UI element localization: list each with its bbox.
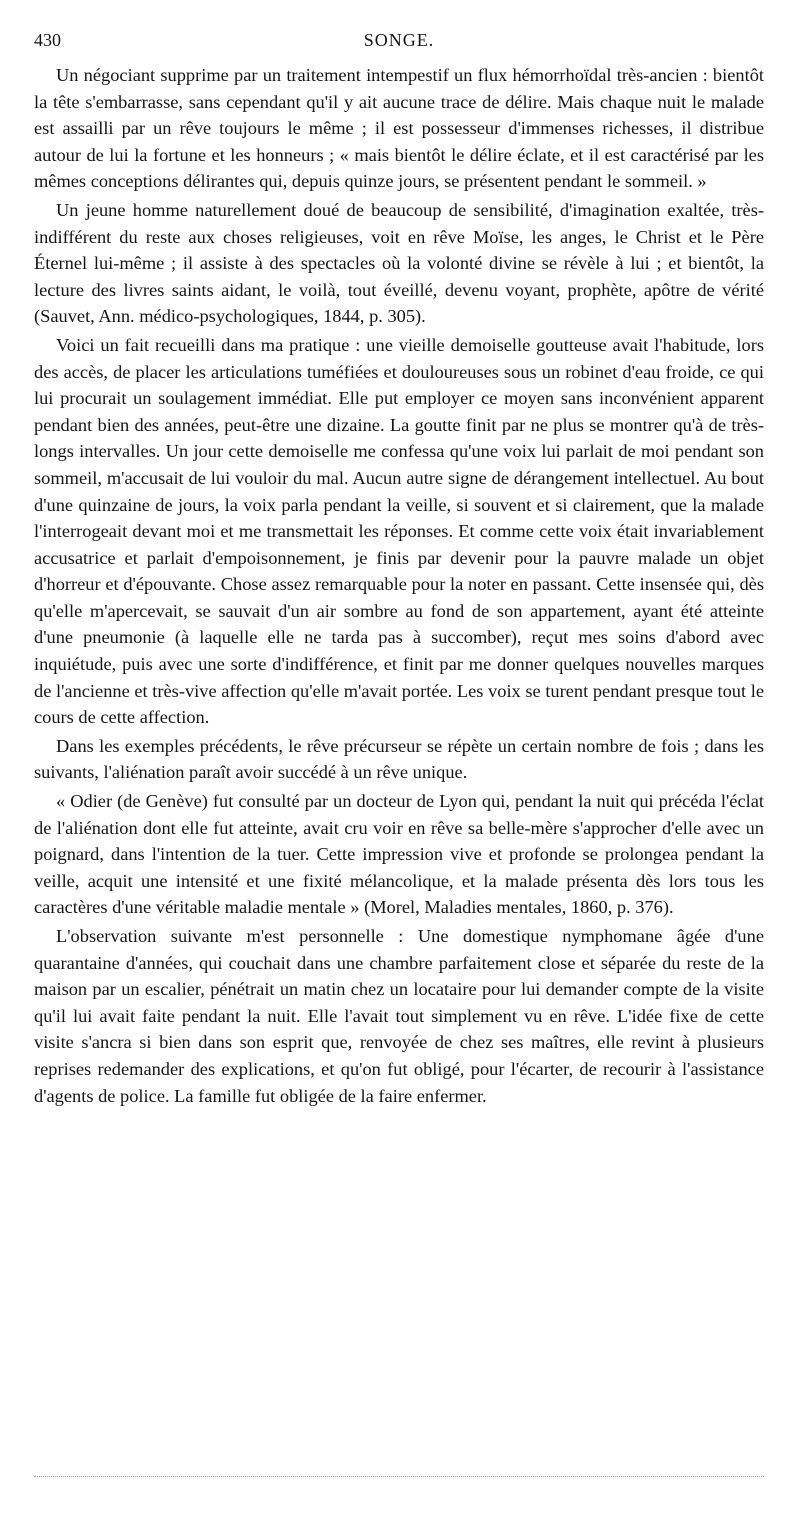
paragraph-jeune-homme: Un jeune homme naturellement doué de beaucoup de sensibilité, d'imagination exaltée, très-indifférent du reste aux choses religieuses, voit en rêve Moïse, les anges, le Christ et le Père Éternel lui-même ; il assiste à des spectacles où la volonté divine se révèle à lui ; et bientôt, la lecture des livres saints aidant, le voilà, tout éveillé, devenu voyant, prophète, apôtre de vérité (Sauvet, Ann. médico-psychologiques, 1844, p. 305). (34, 199, 764, 327)
paragraph-observation: L'observation suivante m'est personnelle : Une domestique nymphomane âgée d'une quarantaine d'années, qui couchait dans une chambre parfaitement close et séparée du reste de la maison par un escalier, pénétrait un matin chez un locataire pour lui demander compte de la visite qu'il lui avait faite pendant la nuit. Elle l'avait tout simplement vu en rêve. L'idée fixe de cette visite s'ancra si bien dans son esprit que, renvoyée de chez ses maîtres, elle revint à plusieurs reprises redemander des explications, et qu'on fut obligé, pour l'écarter, de recourir à l'assistance d'agents de police. La famille fut obligée de la faire enfermer. (34, 926, 764, 1106)
paragraph-vieille-demoiselle: Voici un fait recueilli dans ma pratique : une vieille demoiselle goutteuse avait l'habitude, lors des accès, de placer les articulations tuméfiées et douloureuses sous un robinet d'eau froide, ce qui lui procurait un soulagement immédiat. Elle put employer ce moyen sans inconvénient apparent pendant bien des années, peut-être une dizaine. La goutte finit par ne plus se montrer qu'à de très-longs intervalles. Un jour cette demoiselle me confessa qu'une voix lui parlait de moi pendant son sommeil, m'accusait de lui vouloir du mal. Aucun autre signe de dérangement intellectuel. Au bout d'une quinzaine de jours, la voix parla pendant la veille, si souvent et si clairement, que la malade l'interrogeait devant moi et me transmettait les réponses. Et comme cette voix était invariablement accusatrice et parlait d'empoisonnement, je finis par devenir pour la pauvre malade un objet d'horreur et d'épouvante. Chose assez remarquable pour la noter en passant. Cette insensée qui, dès qu'elle m'apercevait, se sauvait d'un air sombre au fond de son appartement, ayant été atteinte d'une pneumonie (à laquelle elle ne tarda pas à succomber), reçut mes soins d'abord avec inquiétude, puis avec une sorte d'indifférence, et finit par me donner quelques nouvelles marques de l'ancienne et très-vive affection qu'elle m'avait portée. Les voix se turent pendant presque tout le cours de cette affection. (34, 334, 764, 728)
paragraph-exemples: Dans les exemples précédents, le rêve précurseur se répète un certain nombre de fois ; dans les suivants, l'aliénation paraît avoir succédé à un rêve unique. (34, 735, 764, 783)
body-text (34, 62, 764, 1109)
paragraph-odier: « Odier (de Genève) fut consulté par un docteur de Lyon qui, pendant la nuit qui précéda l'éclat de l'aliénation dont elle fut atteinte, avait cru voir en rêve sa belle-mère s'approcher d'elle avec un poignard, dans l'intention de la tuer. Cette impression vive et profonde se prolongea pendant la veille, acquit une intensité et une fixité mélancolique, et la malade présenta dès lors tous les caractères d'une véritable maladie mentale » (Morel, Maladies mentales, 1860, p. 376). (34, 791, 764, 918)
footer-dotted-rule (34, 1476, 764, 1477)
page-number: 430 (34, 30, 61, 50)
paragraph-negociant: Un négociant supprime par un traitement intempestif un flux hémorrhoïdal très-ancien : bientôt la tête s'embarrasse, sans cependant qu'il y ait aucune trace de délire. Mais chaque nuit le malade est assailli par un rêve toujours le même ; il est possesseur d'immenses richesses, il distribue autour de lui la fortune et les honneurs ; « mais bientôt le délire éclate, et il est caractérisé par les mêmes conceptions délirantes qui, depuis quinze jours, se présentent pendant le sommeil. » (34, 65, 764, 192)
page-header (34, 30, 764, 56)
running-head: SONGE. (363, 30, 435, 50)
